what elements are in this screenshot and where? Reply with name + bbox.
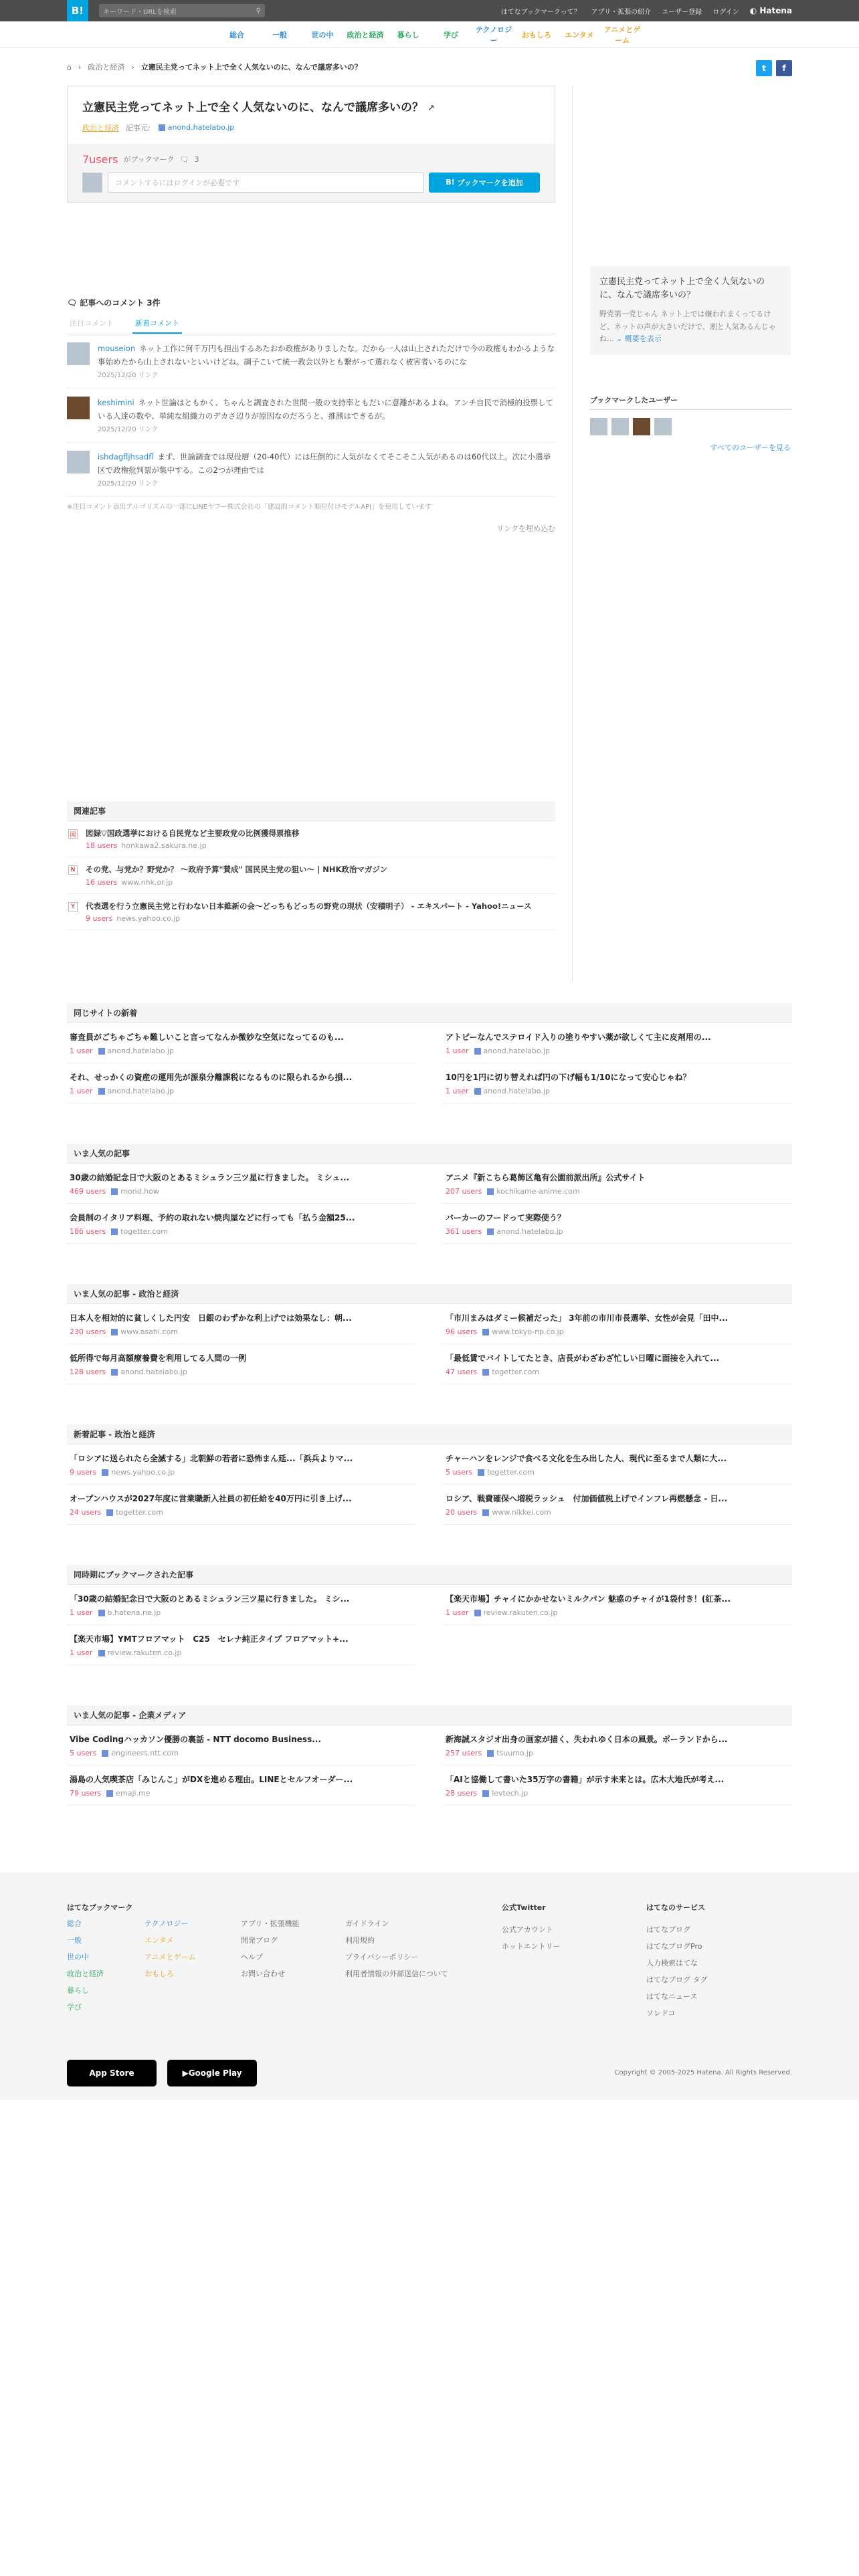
article-title[interactable]: アニメ『新こちら葛飾区亀有公園前派出所』公式サイト <box>446 1173 646 1182</box>
comment-item <box>67 443 555 497</box>
comments-heading: 🗨 記事へのコメント 3件 <box>67 298 161 308</box>
article-title[interactable]: 「市川まみはダミー候補だった」 3年前の市川市長選挙、女性が会見「田中... <box>446 1313 729 1323</box>
comment-link[interactable]: リンク <box>138 372 159 380</box>
users-heading: ブックマークしたユーザー <box>590 395 791 410</box>
footer-link[interactable]: はてなニュース <box>646 1992 698 2001</box>
category-anime-game[interactable]: アニメとゲーム <box>603 25 641 45</box>
site-domain[interactable]: www.tokyo-np.co.jp <box>492 1327 564 1336</box>
site-domain[interactable]: www.asahi.com <box>120 1327 178 1336</box>
related-articles <box>67 801 555 930</box>
twitter-icon[interactable]: t <box>756 60 772 76</box>
list-item[interactable] <box>67 1625 416 1665</box>
list-item[interactable] <box>67 1204 416 1244</box>
list-item[interactable] <box>443 1444 792 1485</box>
footer-link[interactable]: はてなブログPro <box>646 1942 702 1951</box>
site-domain[interactable]: www.nhk.or.jp <box>121 877 173 887</box>
entry-category[interactable]: 政治と経済 <box>82 123 119 132</box>
site-favicon-icon <box>478 1469 484 1476</box>
category-sougou[interactable]: 総合 <box>229 30 244 39</box>
site-domain[interactable]: news.yahoo.co.jp <box>116 914 181 923</box>
site-favicon-icon <box>106 1509 113 1516</box>
list-item[interactable] <box>67 894 555 930</box>
users-count[interactable]: 1 user <box>446 1608 469 1617</box>
comment-user[interactable]: mouseion <box>98 344 136 353</box>
comment-link[interactable]: リンク <box>138 480 159 488</box>
site-domain[interactable]: togetter.com <box>120 1227 168 1236</box>
article-section <box>67 1284 792 1384</box>
list-item[interactable] <box>443 1023 792 1063</box>
site-favicon-icon <box>487 1750 494 1757</box>
site-favicon-icon <box>111 1369 118 1376</box>
external-link-icon[interactable]: ↗ <box>427 104 435 114</box>
users-count[interactable]: 230 users <box>70 1327 106 1336</box>
site-domain[interactable]: anond.hatelabo.jp <box>107 1087 175 1095</box>
site-favicon-icon <box>111 1228 118 1235</box>
article-title[interactable]: アトピーなんでステロイド入りの塗りやすい薬が欲しくて主に皮剤用の... <box>446 1033 711 1042</box>
comment-count: 3 <box>194 154 199 164</box>
embed-link[interactable]: リンクを埋め込む <box>496 524 555 534</box>
article-section <box>67 1424 792 1525</box>
users-count[interactable]: 24 users <box>70 1508 102 1517</box>
footer-link[interactable]: 公式アカウント <box>502 1925 553 1934</box>
comment-date[interactable]: 2025/12/20 <box>98 480 136 488</box>
users-count[interactable]: 1 user <box>446 1047 469 1055</box>
users-count[interactable]: 28 users <box>446 1789 478 1798</box>
list-item[interactable] <box>443 1725 792 1765</box>
list-item[interactable] <box>67 1485 416 1525</box>
comment-text: ネット世論はともかく、ちゃんと調査された世間一般の支持率ともだいに意離があるよね。アンチ自民で消極的投票している人達の数や、単純な組織力のデカさ辺りが原因なのだろうと、推測はできるが。 <box>98 398 553 421</box>
search-input[interactable] <box>99 4 265 17</box>
article-title[interactable]: 審査員がごちゃごちゃ難しいこと言ってなんか微妙な空気になってるのも... <box>70 1033 344 1042</box>
tab-popular-comments[interactable]: 注目コメント <box>70 319 114 328</box>
comment-text: まず、世論調査では現役層（20-40代）には圧倒的に人気がなくてそこそこ人気があるのは60代以上。次に小選挙区で政権批判票が集中する。この2つが理由では <box>98 452 551 475</box>
add-bookmark-button[interactable]: B! ブックマークを追加 <box>429 173 540 193</box>
users-count[interactable]: 16 users <box>86 877 118 887</box>
footer-link[interactable]: はてなブログ タグ <box>646 1975 708 1984</box>
tab-new-comments[interactable]: 新着コメント <box>132 315 182 334</box>
list-item[interactable] <box>67 1023 416 1063</box>
site-favicon-icon <box>482 1369 489 1376</box>
site-domain[interactable]: anond.hatelabo.jp <box>107 1047 175 1055</box>
article-title[interactable]: 新海誠スタジオ出身の画家が描く、失われゆく日本の風景。ポーランドから... <box>446 1735 728 1744</box>
comment-date[interactable]: 2025/12/20 <box>98 426 136 434</box>
site-favicon-icon <box>487 1188 494 1195</box>
site-favicon-icon <box>102 1750 108 1757</box>
users-count[interactable]: 96 users <box>446 1327 478 1336</box>
footer-link[interactable]: アプリ・拡張機能 <box>241 1919 300 1928</box>
entry-box <box>67 86 555 203</box>
breadcrumb: ⌂ › 政治と経済 › 立憲民主党ってネット上で全く人気ないのに、なんで議席多いの？ <box>67 62 362 72</box>
hatena-bookmark-logo[interactable]: B! <box>67 0 88 21</box>
site-favicon-icon <box>98 1610 105 1616</box>
site-favicon-icon <box>487 1228 494 1235</box>
article-section <box>67 1144 792 1244</box>
breadcrumb-title: 立憲民主党ってネット上で全く人気ないのに、なんで議席多いの？ <box>140 63 362 72</box>
sidebar-users <box>590 395 791 453</box>
category-fun[interactable]: おもしろ <box>522 30 551 39</box>
list-item[interactable] <box>443 1344 792 1384</box>
comment-item <box>67 389 555 443</box>
site-domain[interactable]: anond.hatelabo.jp <box>483 1087 551 1095</box>
footer-link[interactable]: 総合 <box>67 1919 82 1928</box>
user-avatar[interactable] <box>590 418 607 435</box>
site-favicon-icon <box>474 1048 481 1055</box>
article-title[interactable]: 湯島の人気喫茶店「みじんこ」がDXを進める理由。LINEとセルフオーダー... <box>70 1775 353 1784</box>
article-title[interactable]: チャーハンをレンジで食べる文化を生み出した人、現代に至るまで人類に大... <box>446 1454 727 1463</box>
site-domain[interactable]: mond.how <box>120 1187 159 1196</box>
site-favicon-icon <box>98 1048 105 1055</box>
bookmark-label: がブックマーク <box>123 155 175 164</box>
list-item[interactable] <box>443 1204 792 1244</box>
site-favicon-icon <box>482 1509 489 1516</box>
top-links <box>501 6 792 16</box>
footer-link[interactable]: アニメとゲーム <box>145 1953 196 1961</box>
footer-link[interactable]: 学び <box>67 2003 82 2012</box>
list-item[interactable] <box>67 1444 416 1485</box>
list-item[interactable] <box>443 1485 792 1525</box>
list-item[interactable] <box>443 1164 792 1204</box>
avatar <box>82 173 102 193</box>
apps-link[interactable]: アプリ・拡張の紹介 <box>591 8 652 16</box>
footer-link[interactable]: エンタメ <box>145 1936 174 1945</box>
site-favicon-icon <box>111 1329 118 1335</box>
comment-link[interactable]: リンク <box>138 426 159 434</box>
footer-link[interactable]: はてなブログ <box>646 1925 690 1934</box>
site-domain[interactable]: levtech.jp <box>492 1789 529 1798</box>
footer-link[interactable]: 利用規約 <box>345 1936 375 1945</box>
footer-link[interactable]: ヘルプ <box>241 1953 263 1961</box>
article-title[interactable]: 「30歳の結婚記念日で大阪のとあるミシュラン三ツ星に行きました。 ミシ... <box>70 1594 350 1604</box>
users-count[interactable]: 1 user <box>446 1087 469 1095</box>
comments-section <box>67 297 555 534</box>
copyright: Copyright © 2005-2025 Hatena. All Rights Reserved. <box>614 2069 792 2076</box>
site-domain[interactable]: anond.hatelabo.jp <box>483 1047 551 1055</box>
footer-heading: はてなのサービス <box>646 1903 705 1912</box>
site-favicon-icon <box>474 1610 481 1616</box>
category-ippan[interactable]: 一般 <box>272 30 287 39</box>
users-count[interactable]: 9 users <box>86 914 113 923</box>
footer-link[interactable]: 一般 <box>67 1936 82 1945</box>
footer-link[interactable]: プライバシーポリシー <box>345 1953 419 1961</box>
show-summary-link[interactable]: ⌄ 概要を表示 <box>616 334 662 344</box>
user-avatar[interactable] <box>654 418 672 435</box>
list-item[interactable] <box>67 1725 416 1765</box>
list-item[interactable] <box>67 1304 416 1344</box>
list-item[interactable] <box>67 821 555 857</box>
users-count[interactable]: 1 user <box>70 1648 93 1657</box>
list-item[interactable] <box>443 1585 792 1625</box>
users-count[interactable]: 1 user <box>70 1047 93 1055</box>
hatena-brand: Hatena <box>759 6 792 15</box>
comment-user[interactable]: ishdagfljhsadfl <box>98 452 154 462</box>
site-domain[interactable]: tsuumo.jp <box>496 1749 533 1757</box>
site-domain[interactable]: review.rakuten.co.jp <box>483 1608 558 1617</box>
category-politics[interactable]: 政治と経済 <box>347 30 384 39</box>
footer-link[interactable]: 政治と経済 <box>67 1969 104 1978</box>
article-title[interactable]: オープンハウスが2027年度に営業職新入社員の初任給を40万円に引き上げ... <box>70 1494 352 1503</box>
site-favicon-icon <box>98 1650 105 1656</box>
sidebar-summary <box>590 266 791 355</box>
section-heading: いま人気の記事 - 企業メディア <box>67 1705 792 1725</box>
entry-title[interactable]: 立憲民主党ってネット上で全く人気ないのに、なんで議席多いの？ ↗ <box>82 101 435 114</box>
users-count[interactable]: 20 users <box>446 1508 478 1517</box>
site-favicon-icon <box>474 1088 481 1095</box>
comment-icon: 🗨 <box>179 154 189 164</box>
section-heading: 同時期にブックマークされた記事 <box>67 1565 792 1585</box>
article-title[interactable]: バーカーのフードって実際使う？ <box>446 1213 565 1222</box>
comment-icon: 🗨 <box>67 298 78 308</box>
footer-link[interactable]: ホットエントリー <box>502 1942 561 1951</box>
users-count[interactable]: 207 users <box>446 1187 482 1196</box>
users-count[interactable]: 47 users <box>446 1368 478 1376</box>
users-count[interactable]: 128 users <box>70 1368 106 1376</box>
article-title[interactable]: 「ロシアに送られたら全滅する」北朝鮮の若者に恐怖まん延...「浜兵よりマ... <box>70 1454 353 1463</box>
user-avatar[interactable] <box>611 418 629 435</box>
article-title[interactable]: Vibe Codingハッカソン優勝の裏話 - NTT docomo Business... <box>70 1735 321 1744</box>
column-divider <box>572 86 573 982</box>
site-domain[interactable]: engineers.ntt.com <box>111 1749 179 1757</box>
footer-link[interactable]: 開発ブログ <box>241 1936 278 1945</box>
breadcrumb-category[interactable]: 政治と経済 <box>88 63 125 72</box>
site-domain[interactable]: togetter.com <box>116 1508 163 1517</box>
users-count[interactable]: 469 users <box>70 1187 106 1196</box>
list-item[interactable] <box>67 1063 416 1103</box>
all-users-link[interactable]: すべてのユーザーを見る <box>710 443 791 452</box>
footer-link[interactable]: ガイドライン <box>345 1919 389 1928</box>
article-title[interactable]: 【楽天市場】チャイにかかせないミルクパン 魅惑のチャイが1袋付き！(紅茶... <box>446 1594 731 1604</box>
hatena-logo[interactable]: ◐ Hatena <box>749 6 792 15</box>
list-item[interactable] <box>67 1344 416 1384</box>
social-share <box>756 60 792 76</box>
users-count[interactable]: 79 users <box>70 1789 102 1798</box>
article-section <box>67 1003 792 1103</box>
footer-link[interactable]: 利用者情報の外部送信について <box>345 1969 448 1978</box>
section-heading: 新着記事 - 政治と経済 <box>67 1424 792 1444</box>
author-label: 記事元: <box>126 123 151 132</box>
category-entertainment[interactable]: エンタメ <box>565 30 594 39</box>
app-store-button[interactable]: App Store <box>67 2060 157 2086</box>
users-count[interactable]: 257 users <box>446 1749 482 1757</box>
list-item[interactable] <box>67 1164 416 1204</box>
about-link[interactable]: はてなブックマークって？ <box>500 8 581 16</box>
home-icon[interactable]: ⌂ <box>67 62 72 72</box>
list-item[interactable] <box>67 1585 416 1625</box>
category-learning[interactable]: 学び <box>444 30 458 39</box>
register-link[interactable]: ユーザー登録 <box>662 8 702 16</box>
article-title[interactable]: 会員制のイタリア料理、予約の取れない焼肉屋などに行っても「払う金額25... <box>70 1213 355 1222</box>
article-title[interactable]: 30歳の結婚記念日で大阪のとあるミシュラン三ツ星に行きました。 ミシュ... <box>70 1173 350 1182</box>
site-domain[interactable]: anond.hatelabo.jp <box>120 1368 187 1376</box>
site-favicon-icon: 図 <box>68 829 78 839</box>
section-heading: 同じサイトの新着 <box>67 1003 792 1023</box>
footer-link[interactable]: おもしろ <box>145 1969 174 1978</box>
list-item[interactable] <box>443 1765 792 1806</box>
site-favicon-icon <box>98 1088 105 1095</box>
site-domain[interactable]: www.nikkei.com <box>492 1508 551 1517</box>
users-count[interactable]: 18 users <box>86 841 118 851</box>
article-title[interactable]: 低所得で毎月高額療養費を利用してる人間の一例 <box>70 1354 247 1363</box>
google-play-button[interactable]: ▶ Google Play <box>167 2060 257 2086</box>
site-domain[interactable]: news.yahoo.co.jp <box>111 1468 175 1477</box>
site-domain[interactable]: kochikame-anime.com <box>496 1187 580 1196</box>
footer-link[interactable]: ソレドコ <box>646 2009 676 2018</box>
avatar[interactable] <box>67 451 90 473</box>
footer-link[interactable]: 暮らし <box>67 1986 89 1995</box>
category-yononaka[interactable]: 世の中 <box>311 30 334 39</box>
article-title[interactable]: 「AIと協働して書いた35万字の書籍」が示す未来とは。広木大地氏が考え... <box>446 1775 725 1784</box>
comment-item <box>67 334 555 389</box>
article-title[interactable]: 10円を1円に切り替えれば円の下げ幅も1/10になって安心じゃね？ <box>446 1073 691 1082</box>
article-title[interactable]: 図録▽国政選挙における自民党など主要政党の比例獲得票推移 <box>86 829 300 838</box>
site-favicon-icon: N <box>68 865 78 875</box>
users-count[interactable]: 9 users <box>70 1468 97 1477</box>
bookmark-count[interactable]: 7users <box>82 152 118 166</box>
list-item[interactable] <box>67 1765 416 1806</box>
footer-heading: 公式Twitter <box>502 1903 546 1912</box>
footer-link[interactable]: テクノロジー <box>145 1919 189 1928</box>
footer-link[interactable]: 世の中 <box>67 1953 89 1961</box>
article-title[interactable]: ロシア、戦費確保へ増税ラッシュ 付加価値税上げでインフレ再燃懸念 - 日... <box>446 1494 728 1503</box>
category-technology[interactable]: テクノロジー <box>475 25 512 45</box>
comment-user[interactable]: keshimini <box>98 398 134 408</box>
footer-link[interactable]: 人力検索はてな <box>646 1959 698 1967</box>
article-title[interactable]: 代表選を行う立憲民主党と行わない日本維新の会〜どっちもどっちの野党の現状（安積明子） - エキスパート - Yahoo!ニュース <box>86 901 532 911</box>
comment-input[interactable]: コメントするにはログインが必要です <box>108 173 423 193</box>
entry-author[interactable]: anond.hatelabo.jp <box>157 123 235 132</box>
related-heading: 関連記事 <box>67 801 555 821</box>
article-title[interactable]: その党、与党か？野党か？ 〜政府予算"賛成" 国民民主党の狙い〜 | NHK政治マガジン <box>86 865 388 875</box>
section-heading: いま人気の記事 - 政治と経済 <box>67 1284 792 1304</box>
comment-text: ネット工作に何千万円も担出するあたおか政権がありましたな。だから一人は山上されただけで今の政権もわかるような事始めたから山上されないといいけどね。調子こいて統一教会以外とも繋がって選れなく被害者いるのにな <box>98 344 555 366</box>
article-section <box>67 1565 792 1665</box>
top-bar <box>0 0 859 21</box>
section-heading: いま人気の記事 <box>67 1144 792 1164</box>
article-title[interactable]: それ、せっかくの資産の運用先が源泉分離課税になるものに限られるから損... <box>70 1073 353 1082</box>
users-count[interactable]: 361 users <box>446 1227 482 1236</box>
site-domain[interactable]: honkawa2.sakura.ne.jp <box>121 841 207 851</box>
article-title[interactable]: 「最低賃でバイトしてたとき、店長がわざわざ忙しい日曜に面接を入れて... <box>446 1354 720 1363</box>
avatar[interactable] <box>67 342 90 365</box>
site-domain[interactable]: emaji.me <box>116 1789 151 1798</box>
category-life[interactable]: 暮らし <box>397 30 419 39</box>
search-placeholder: キーワード・URLを検索 <box>103 8 177 16</box>
site-domain[interactable]: togetter.com <box>487 1468 535 1477</box>
article-title[interactable]: 日本人を相対的に貧しくした円安 日銀のわずかな利上げでは効果なし：朝... <box>70 1313 352 1323</box>
list-item[interactable] <box>67 857 555 893</box>
user-avatar[interactable] <box>633 418 650 435</box>
article-section <box>67 1705 792 1806</box>
site-favicon-icon <box>159 124 165 131</box>
users-count[interactable]: 1 user <box>70 1087 93 1095</box>
users-count[interactable]: 1 user <box>70 1608 93 1617</box>
comment-date[interactable]: 2025/12/20 <box>98 372 136 380</box>
sidebar-title[interactable]: 立憲民主党ってネット上で全く人気ないのに、なんで議席多いの？ <box>599 277 765 300</box>
site-favicon-icon <box>111 1188 118 1195</box>
algorithm-note: ※注目コメント表出アルゴリズムの一部にLINEヤフー株式会社の「建設的コメント順位付けモデルAPI」を使用しています <box>67 504 432 512</box>
avatar[interactable] <box>67 397 90 419</box>
site-domain[interactable]: review.rakuten.co.jp <box>107 1648 182 1657</box>
article-title[interactable]: 【楽天市場】YMTフロアマット C25 セレナ純正タイプ フロアマット+... <box>70 1634 349 1644</box>
list-item[interactable] <box>443 1304 792 1344</box>
list-item[interactable] <box>443 1063 792 1103</box>
site-domain[interactable]: anond.hatelabo.jp <box>496 1227 563 1236</box>
users-count[interactable]: 5 users <box>70 1749 97 1757</box>
login-link[interactable]: ログイン <box>712 8 739 16</box>
site-favicon-icon: Y <box>68 902 78 911</box>
site-domain[interactable]: b.hatena.ne.jp <box>107 1608 161 1617</box>
facebook-icon[interactable]: f <box>776 60 792 76</box>
site-favicon-icon <box>102 1469 108 1476</box>
users-count[interactable]: 186 users <box>70 1227 106 1236</box>
footer <box>0 1872 859 2100</box>
site-favicon-icon <box>482 1790 489 1797</box>
site-favicon-icon <box>482 1329 489 1335</box>
footer-link[interactable]: お問い合わせ <box>241 1969 285 1978</box>
site-domain[interactable]: togetter.com <box>492 1368 539 1376</box>
users-count[interactable]: 5 users <box>446 1468 473 1477</box>
category-nav <box>0 21 859 48</box>
footer-heading: はてなブックマーク <box>67 1903 133 1912</box>
site-favicon-icon <box>106 1790 113 1797</box>
search-icon[interactable]: ⚲ <box>256 7 261 15</box>
sidebar-excerpt: 野党第一党じゃん ネット上では嫌われまくってるけど、ネットの声が大きいだけで、割と人気あるんじゃね... ⌄ 概要を表示 <box>599 310 776 344</box>
